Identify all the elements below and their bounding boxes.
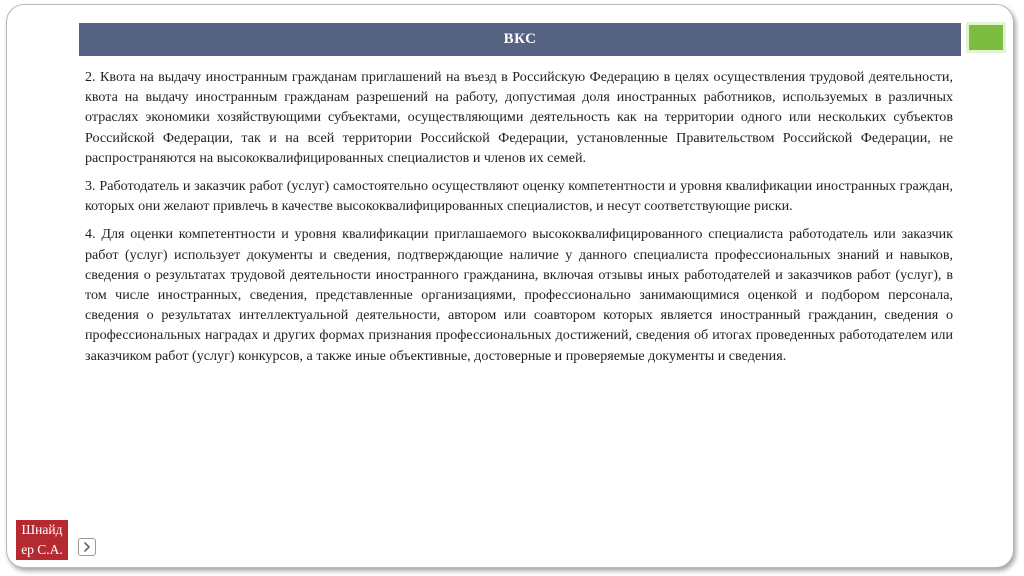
paragraph-2: 2. Квота на выдачу иностранным гражданам приглашений на въезд в Российскую Федерацию в целях осуществления трудовой деятельности, квота на выдачу иностранным гражданам разрешений на работу, допустимая доля иностранных работников, используемых в различных отраслях экономики хозяйствующими субъектами, осуществляющими деятельность как на территории одного или нескольких субъектов Российской Федерации, так и на всей территории Российской Федерации, установленные Правительством Российской Федерации, не распространяются на высококвалифицированных специалистов и членов их семей. [85, 69, 953, 166]
author-badge: Шнайд ер С.А. [16, 520, 68, 560]
chevron-right-icon [79, 539, 95, 555]
slide-title: ВКС [79, 23, 961, 56]
next-slide-button[interactable] [78, 538, 96, 556]
accent-square [966, 22, 1006, 53]
paragraph-4: 4. Для оценки компетентности и уровня квалификации приглашаемого высококвалифицированного специалиста работодатель или заказчик работ (услуг) использует документы и сведения, подтверждающие наличие у данного специалиста профессиональных знаний и навыков, сведения о результатах трудовой деятельности иностранного гражданина, включая отзывы иных работодателей и заказчиков работ (услуг), в том числе иностранных, сведения, представленные организациями, профессионально занимающимися оценкой и подбором персонала, сведения о результатах интеллектуальной деятельности, автором или соавтором которых является иностранный гражданин, сведения о профессиональных наградах и других формах признания профессиональных достижений, сведения об итогах проведенных работодателем или заказчиком работ (услуг) конкурсов, а также иные объективные, достоверные и проверяемые документы и сведения. [85, 226, 953, 364]
slide-body [85, 67, 953, 374]
paragraph-3: 3. Работодатель и заказчик работ (услуг) самостоятельно осуществляют оценку компетентности и уровня квалификации иностранных граждан, которых они желают привлечь в качестве высококвалифицированных специалистов, и несут соответствующие риски. [85, 178, 953, 215]
